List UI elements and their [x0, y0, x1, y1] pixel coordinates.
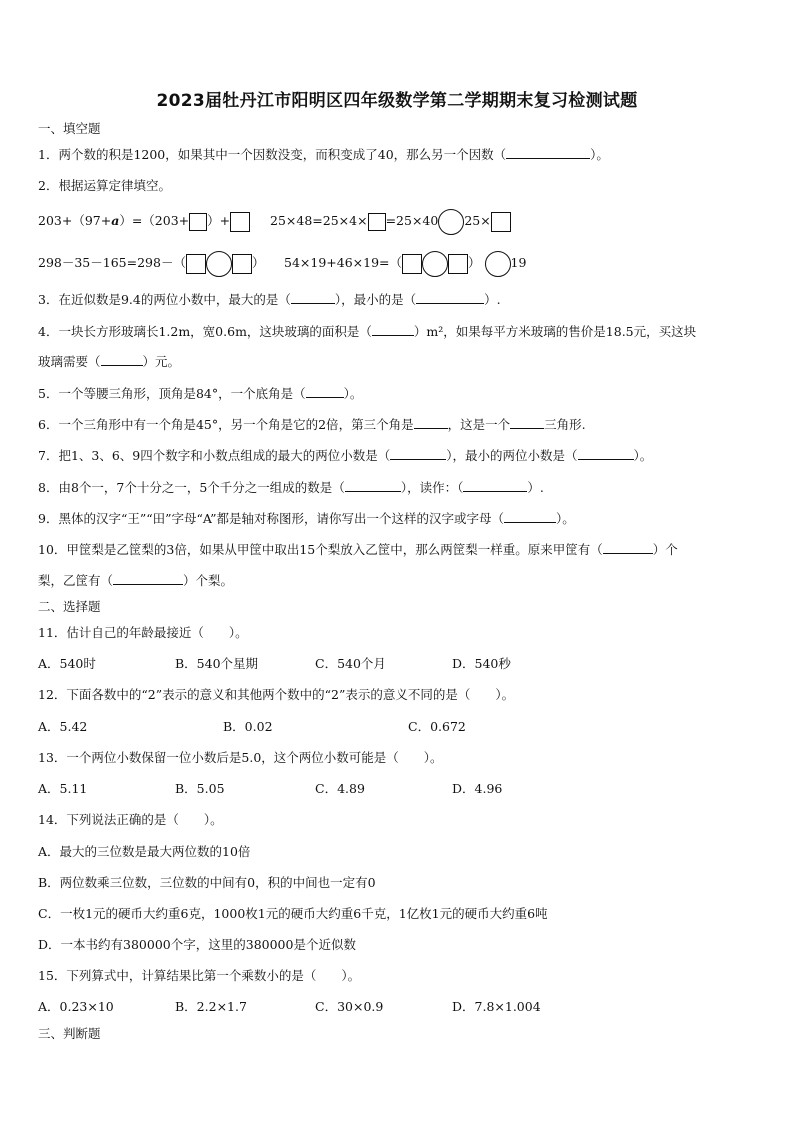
answer-circle[interactable] — [485, 251, 511, 277]
option-a[interactable]: A．5.11 — [38, 781, 88, 796]
math-4-part-b: ） — [468, 255, 481, 270]
question-2: 2．根据运算定律填空。 — [38, 178, 171, 193]
question-10-text: 10．甲筐梨是乙筐梨的3倍，如果从甲筐中取出15个梨放入乙筐中，那么两筐梨一样重。原来甲筐有（ — [38, 542, 603, 557]
question-9-text: 9．黑体的汉字“王”“田”字母“A”都是轴对称图形，请你写出一个这样的汉字或字母（ — [38, 511, 504, 526]
question-8-mid: ），读作：（ — [400, 480, 464, 495]
question-7 — [38, 447, 652, 465]
question-7-text: 7．把1、3、6、9四个数字和小数点组成的最大的两位小数是（ — [38, 448, 391, 463]
question-3-end: ）. — [484, 292, 501, 307]
answer-blank[interactable] — [416, 291, 484, 304]
answer-blank[interactable] — [372, 323, 414, 336]
question-10-mid: ）个 — [652, 542, 678, 557]
answer-blank[interactable] — [578, 447, 634, 460]
answer-circle[interactable] — [422, 251, 448, 277]
question-3 — [38, 291, 501, 309]
question-11: 11．估计自己的年龄最接近（ ）。 — [38, 625, 248, 640]
answer-box[interactable] — [230, 212, 250, 232]
math-4-part-a: 54×19+46×19=（ — [284, 255, 403, 270]
answer-blank[interactable] — [345, 479, 401, 492]
question-10-end: ）个梨。 — [183, 573, 234, 588]
option-c[interactable]: C．4.89 — [315, 781, 365, 796]
question-8-end: ）. — [527, 480, 544, 495]
question-12: 12．下面各数中的“2”表示的意义和其他两个数中的“2”表示的意义不同的是（ ）。 — [38, 687, 515, 702]
question-1-end: ）。 — [590, 147, 609, 162]
math-1-part-b: ）=（203+ — [119, 213, 190, 228]
option-a[interactable]: A．5.42 — [38, 719, 88, 734]
option-d[interactable]: D．4.96 — [452, 781, 503, 796]
question-6-mid: ，这是一个 — [447, 417, 511, 432]
question-5 — [38, 385, 362, 403]
question-8-text: 8．由8个一，7个十分之一，5个千分之一组成的数是（ — [38, 480, 345, 495]
option-a[interactable]: A．0.23×10 — [38, 999, 114, 1014]
question-4-mid: ）m²，如果每平方米玻璃的售价是18.5元，买这块 — [413, 324, 697, 339]
answer-box[interactable] — [402, 254, 422, 274]
option-d[interactable]: D．7.8×1.004 — [452, 999, 541, 1014]
question-1 — [38, 146, 609, 164]
question-10-line-1 — [38, 541, 678, 559]
answer-blank[interactable] — [113, 572, 183, 585]
math-1-part-a: 203+（97+ — [38, 213, 112, 228]
answer-box[interactable] — [491, 212, 511, 232]
option-c[interactable]: C．0.672 — [408, 719, 466, 734]
answer-box[interactable] — [189, 213, 207, 231]
question-6-end: 三角形. — [544, 417, 586, 432]
option-b[interactable]: B．5.05 — [175, 781, 225, 796]
math-1-variable: a — [111, 213, 120, 228]
option-d[interactable]: D．一本书约有380000个字，这里的380000是个近似数 — [38, 937, 356, 952]
math-expression-3 — [38, 249, 264, 277]
question-3-mid: ），最小的是（ — [334, 292, 417, 307]
question-14: 14．下列说法正确的是（ ）。 — [38, 812, 223, 827]
option-b[interactable]: B．540个星期 — [175, 656, 259, 671]
answer-blank[interactable] — [306, 385, 344, 398]
question-1-text: 1．两个数的积是1200，如果其中一个因数没变，而积变成了40，那么另一个因数（ — [38, 147, 507, 162]
answer-box[interactable] — [232, 254, 252, 274]
question-4-cont: 玻璃需要（ — [38, 354, 101, 369]
answer-circle[interactable] — [438, 209, 464, 235]
answer-blank[interactable] — [390, 447, 446, 460]
math-expression-1 — [38, 207, 250, 235]
option-b[interactable]: B．两位数乘三位数，三位数的中间有0，积的中间也一定有0 — [38, 875, 376, 890]
math-2-part-a: 25×48=25×4× — [270, 213, 368, 228]
answer-box[interactable] — [448, 254, 468, 274]
option-a[interactable]: A．540时 — [38, 656, 96, 671]
answer-blank[interactable] — [291, 291, 335, 304]
option-c[interactable]: C．30×0.9 — [315, 999, 384, 1014]
question-13: 13．一个两位小数保留一位小数后是5.0，这个两位小数可能是（ ）。 — [38, 750, 443, 765]
math-2-part-c: 25× — [464, 213, 491, 228]
answer-blank[interactable] — [463, 479, 527, 492]
answer-blank[interactable] — [603, 541, 653, 554]
math-1-part-c: ）+ — [207, 213, 231, 228]
answer-blank[interactable] — [414, 416, 448, 429]
question-9-end: ）。 — [556, 511, 575, 526]
option-d[interactable]: D．540秒 — [452, 656, 511, 671]
math-expression-4 — [284, 249, 526, 277]
question-6 — [38, 416, 586, 434]
question-6-text: 6．一个三角形中有一个角是45°，另一个角是它的2倍，第三个角是 — [38, 417, 414, 432]
question-15: 15．下列算式中，计算结果比第一个乘数小的是（ ）。 — [38, 968, 361, 983]
answer-box[interactable] — [186, 254, 206, 274]
answer-box[interactable] — [368, 213, 386, 231]
page-title: 2023届牡丹江市阳明区四年级数学第二学期期末复习检测试题 — [156, 91, 638, 111]
math-expression-2 — [270, 207, 511, 235]
option-b[interactable]: B．0.02 — [223, 719, 273, 734]
answer-blank[interactable] — [510, 416, 544, 429]
section-heading-fill-blank: 一、填空题 — [38, 121, 101, 136]
answer-blank[interactable] — [101, 353, 143, 366]
math-3-part-b: ） — [251, 255, 265, 270]
question-5-end: ）。 — [343, 386, 363, 401]
answer-blank[interactable] — [504, 510, 556, 523]
question-7-end: ）。 — [633, 448, 653, 463]
question-3-text: 3．在近似数是9.4的两位小数中，最大的是（ — [38, 292, 291, 307]
question-5-text: 5．一个等腰三角形，顶角是84°，一个底角是（ — [38, 386, 306, 401]
question-7-mid: ），最小的两位小数是（ — [446, 448, 578, 463]
option-c[interactable]: C．540个月 — [315, 656, 386, 671]
question-9 — [38, 510, 575, 528]
answer-circle[interactable] — [206, 251, 232, 277]
question-4-line-2 — [38, 353, 180, 371]
section-heading-judgement: 三、判断题 — [38, 1026, 101, 1041]
question-4-end: ）元。 — [142, 354, 181, 369]
question-4-text: 4．一块长方形玻璃长1.2m，宽0.6m，这块玻璃的面积是（ — [38, 324, 372, 339]
answer-blank[interactable] — [506, 146, 590, 159]
question-10-line-2 — [38, 572, 233, 590]
option-b[interactable]: B．2.2×1.7 — [175, 999, 247, 1014]
question-4-line-1 — [38, 323, 696, 341]
question-10-cont: 梨，乙筐有（ — [38, 573, 114, 588]
question-8 — [38, 479, 544, 497]
option-c[interactable]: C．一枚1元的硬币大约重6克，1000枚1元的硬币大约重6千克，1亿枚1元的硬币大约重6吨 — [38, 906, 548, 921]
math-2-part-b: =25×40 — [385, 213, 439, 228]
option-a[interactable]: A．最大的三位数是最大两位数的10倍 — [38, 844, 251, 859]
math-4-part-c: 19 — [510, 255, 527, 270]
math-3-part-a: 298－35－165=298－（ — [38, 255, 186, 270]
section-heading-choice: 二、选择题 — [38, 599, 101, 614]
